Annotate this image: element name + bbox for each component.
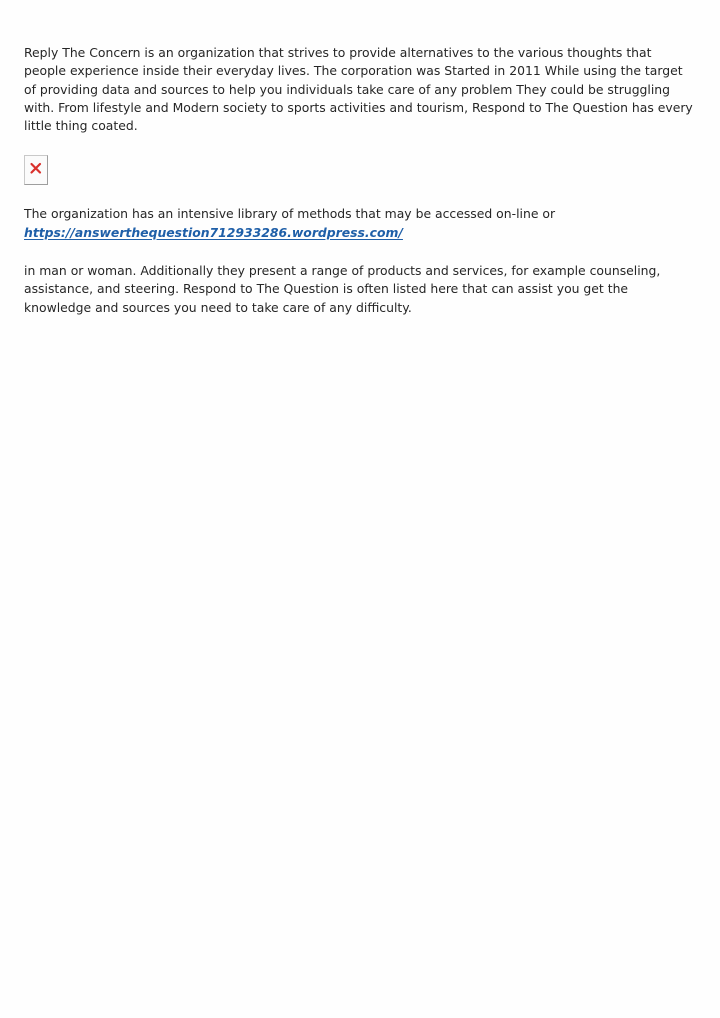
intro-paragraph: Reply The Concern is an organization that strives to provide alternatives to the various thoughts that people experience inside their everyday lives. The corporation was Started in 2011 While using the target of providing data and sources to help you individuals take care of any problem They could be struggling with. From lifestyle and Modern society to sports activities and tourism, Respond to The Question has every little thing coated. xyxy=(24,45,693,134)
services-paragraph: in man or woman. Additionally they present a range of products and services, for example counseling, assistance, and steering. Respond to The Question is often listed here that can assist you get the knowledge and sources you need to take care of any difficulty. xyxy=(24,263,661,315)
wordpress-link[interactable]: https://answerthequestion712933286.wordpress.com/ xyxy=(24,224,403,240)
library-paragraph: The organization has an intensive library of methods that may be accessed on-line or xyxy=(24,206,556,222)
broken-image-placeholder xyxy=(24,155,48,185)
broken-image-icon xyxy=(29,161,43,175)
document-body xyxy=(24,44,696,317)
